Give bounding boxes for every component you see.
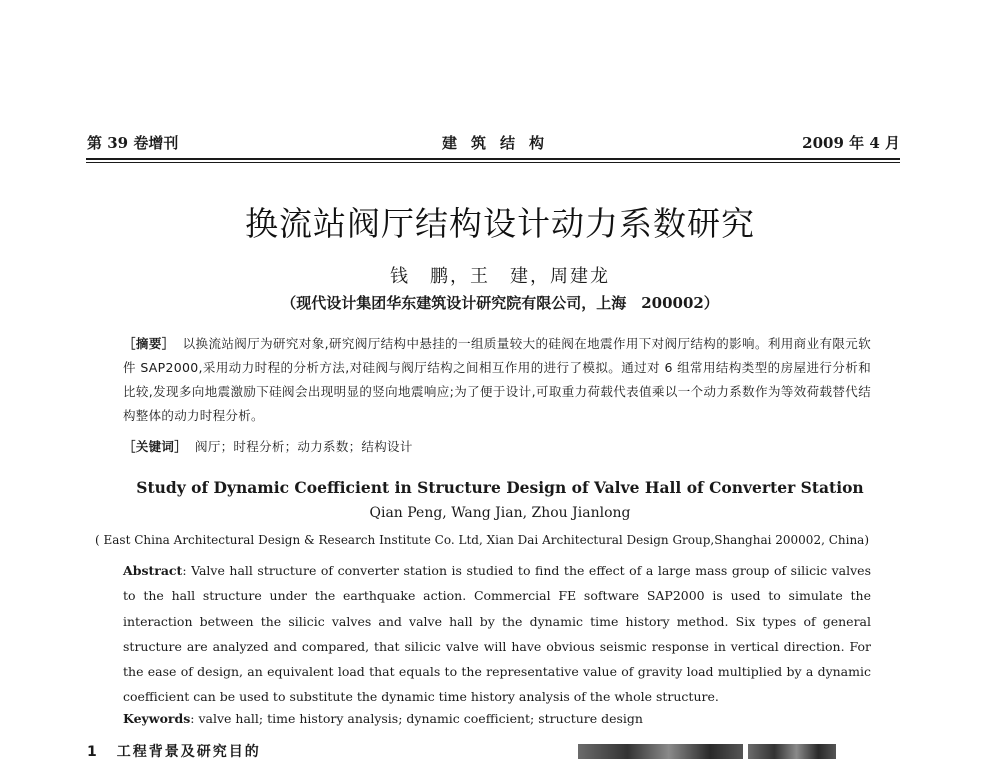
authors-cn: 钱 鹏，王 建，周建龙 (390, 266, 610, 287)
abstract-en-text: : Valve hall structure of converter station is studied to find the effect of a large mass group of silicic valves to the hall structure under the earthquake action. Commercial FE software SAP2000 is used to simulate the interaction between the silicic valves and valve hall by the dynamic time history method. Six types of general structure are analyzed and compared, that silicic valve will have obvious seismic response in vertical direction. For the ease of design, an equivalent load that equals to the representative value of gravity load multiplied by a dynamic coefficient can be used to substitute the dynamic time history analysis of the whole structure. (123, 563, 871, 705)
keywords-en-text: : valve hall; time history analysis; dynamic coefficient; structure design (190, 711, 643, 726)
keywords-cn-text: 阀厅；时程分析；动力系数；结构设计 (195, 439, 413, 454)
abstract-en-label: Abstract (123, 563, 183, 578)
keywords-cn (123, 435, 871, 459)
header-rule-thin (86, 162, 900, 163)
journal-date: 2009 年 4 月 (802, 134, 900, 152)
affiliation-en: ( East China Architectural Design & Research Institute Co. Ltd, Xian Dai Architectural Design Group,Shanghai 200002, China) (95, 533, 870, 547)
keywords-en (123, 711, 871, 726)
abstract-cn-label: ［摘要］ (123, 336, 175, 351)
keywords-en-label: Keywords (123, 711, 191, 726)
section-title: 工程背景及研究目的 (116, 744, 261, 760)
header-rule (86, 158, 900, 160)
abstract-cn-text: 以换流站阀厅为研究对象,研究阀厅结构中悬挂的一组质量较大的硅阀在地震作用下对阀厅结构的影响。利用商业有限元软件 SAP2000,采用动力时程的分析方法,对硅阀与阀厅结构之间相互作用的进行了模拟。通过对 6 组常用结构类型的房屋进行分析和比较,发现多向地震激励下硅阀会出现明显的竖向地震响应;为了便于设计,可取重力荷载代表值乘以一个动力系数作为等效荷载替代结构整体的动力时程分析。 (123, 336, 871, 423)
figure-photo (578, 744, 743, 759)
abstract-en (123, 558, 871, 710)
paper-title-en: Study of Dynamic Coefficient in Structure Design of Valve Hall of Converter Station (136, 478, 864, 497)
section-number: 1 (87, 744, 99, 760)
paper-title-cn: 换流站阀厅结构设计动力系数研究 (245, 204, 755, 243)
journal-name: 建筑结构 (441, 134, 558, 152)
section-heading (87, 741, 261, 761)
abstract-cn (123, 332, 871, 428)
affiliation-cn: （现代设计集团华东建筑设计研究院有限公司，上海 200002） (281, 294, 719, 312)
journal-volume: 第 39 卷增刊 (87, 134, 179, 152)
authors-en: Qian Peng, Wang Jian, Zhou Jianlong (369, 505, 631, 521)
keywords-cn-label: ［关键词］ (123, 439, 188, 454)
figure-photo (748, 744, 836, 759)
